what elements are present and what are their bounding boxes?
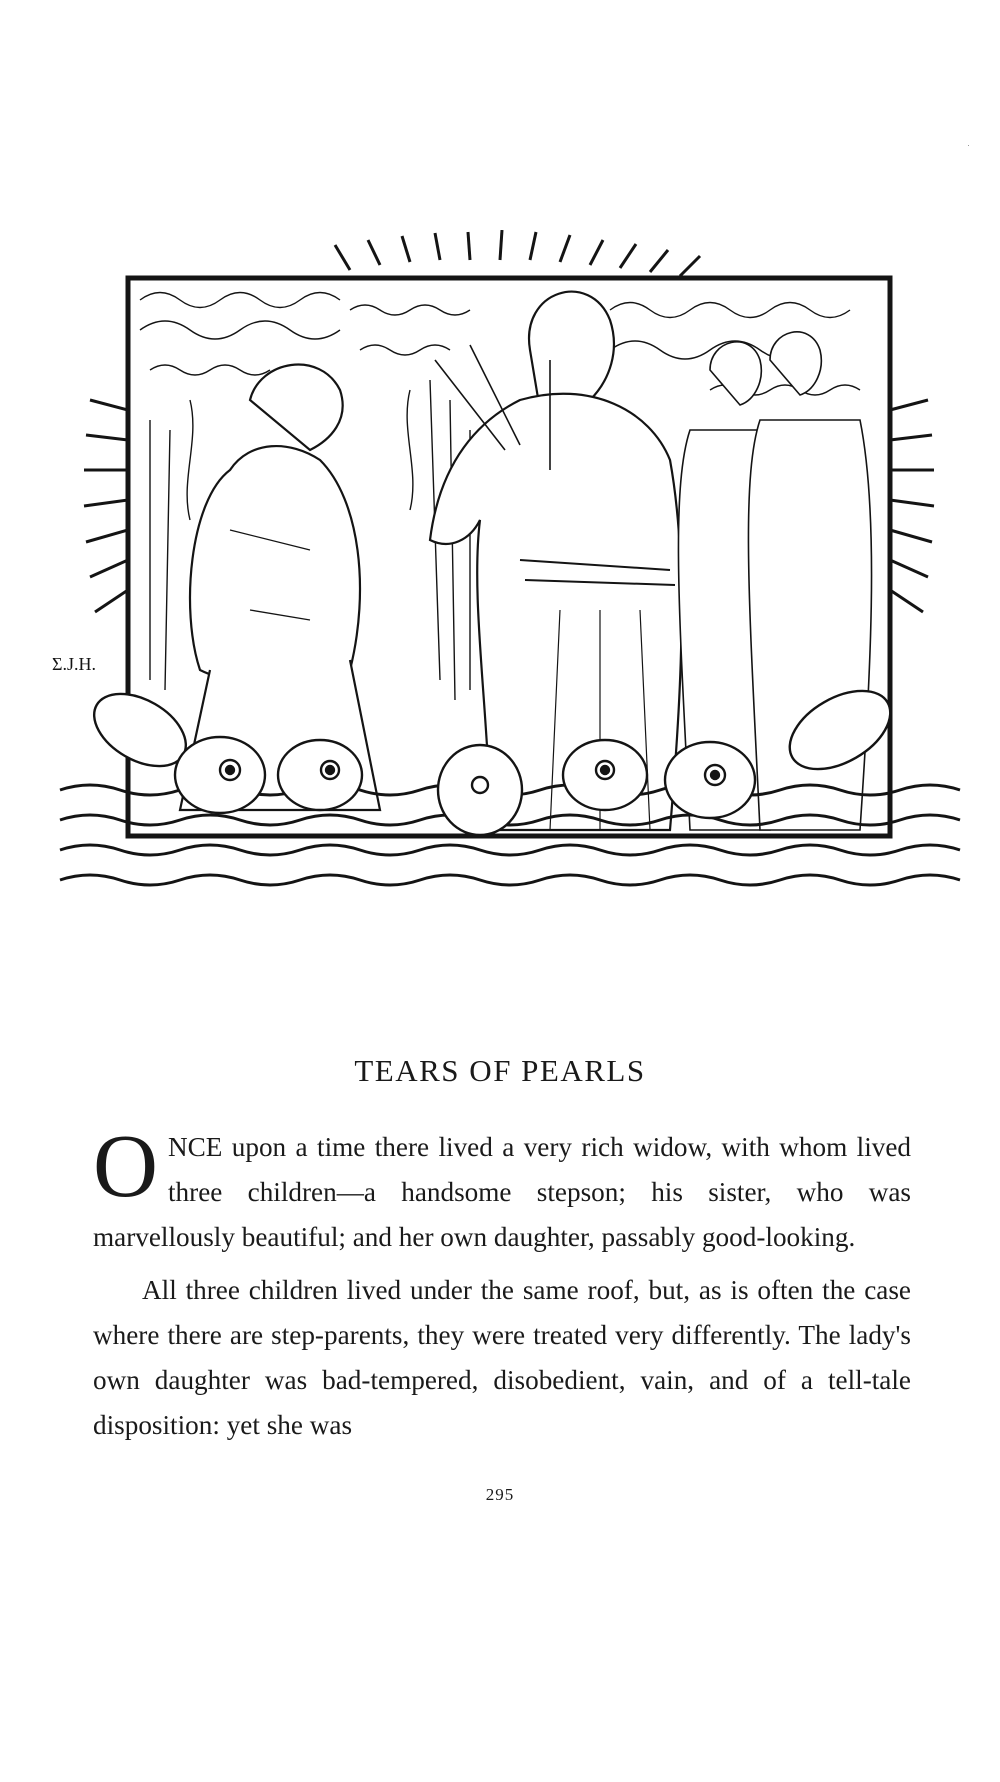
drop-cap: O xyxy=(93,1117,158,1216)
artist-mark: Σ.J.H. xyxy=(52,654,96,674)
story-illustration xyxy=(50,230,970,970)
paragraph-1-text: NCE upon a time there lived a very rich widow, with whom lived three children—a handsome stepson; his sister, who was marvellously beautiful; and her own daughter, passably good-looking. xyxy=(93,1132,911,1252)
paragraph-2: All three children lived under the same roof, but, as is often the case where there are step-parents, they were treated very differently. The lady's own daughter was bad-tempered, disobedient, vain, and of a tell-tale disposition: yet she was xyxy=(93,1275,911,1440)
story-title: TEARS OF PEARLS xyxy=(354,1053,646,1088)
illustration-drawing xyxy=(50,230,970,970)
page-number: 295 xyxy=(485,1485,515,1504)
paragraph-1 xyxy=(93,1117,911,1260)
scan-speck xyxy=(968,145,969,146)
story-body xyxy=(93,1117,911,1448)
